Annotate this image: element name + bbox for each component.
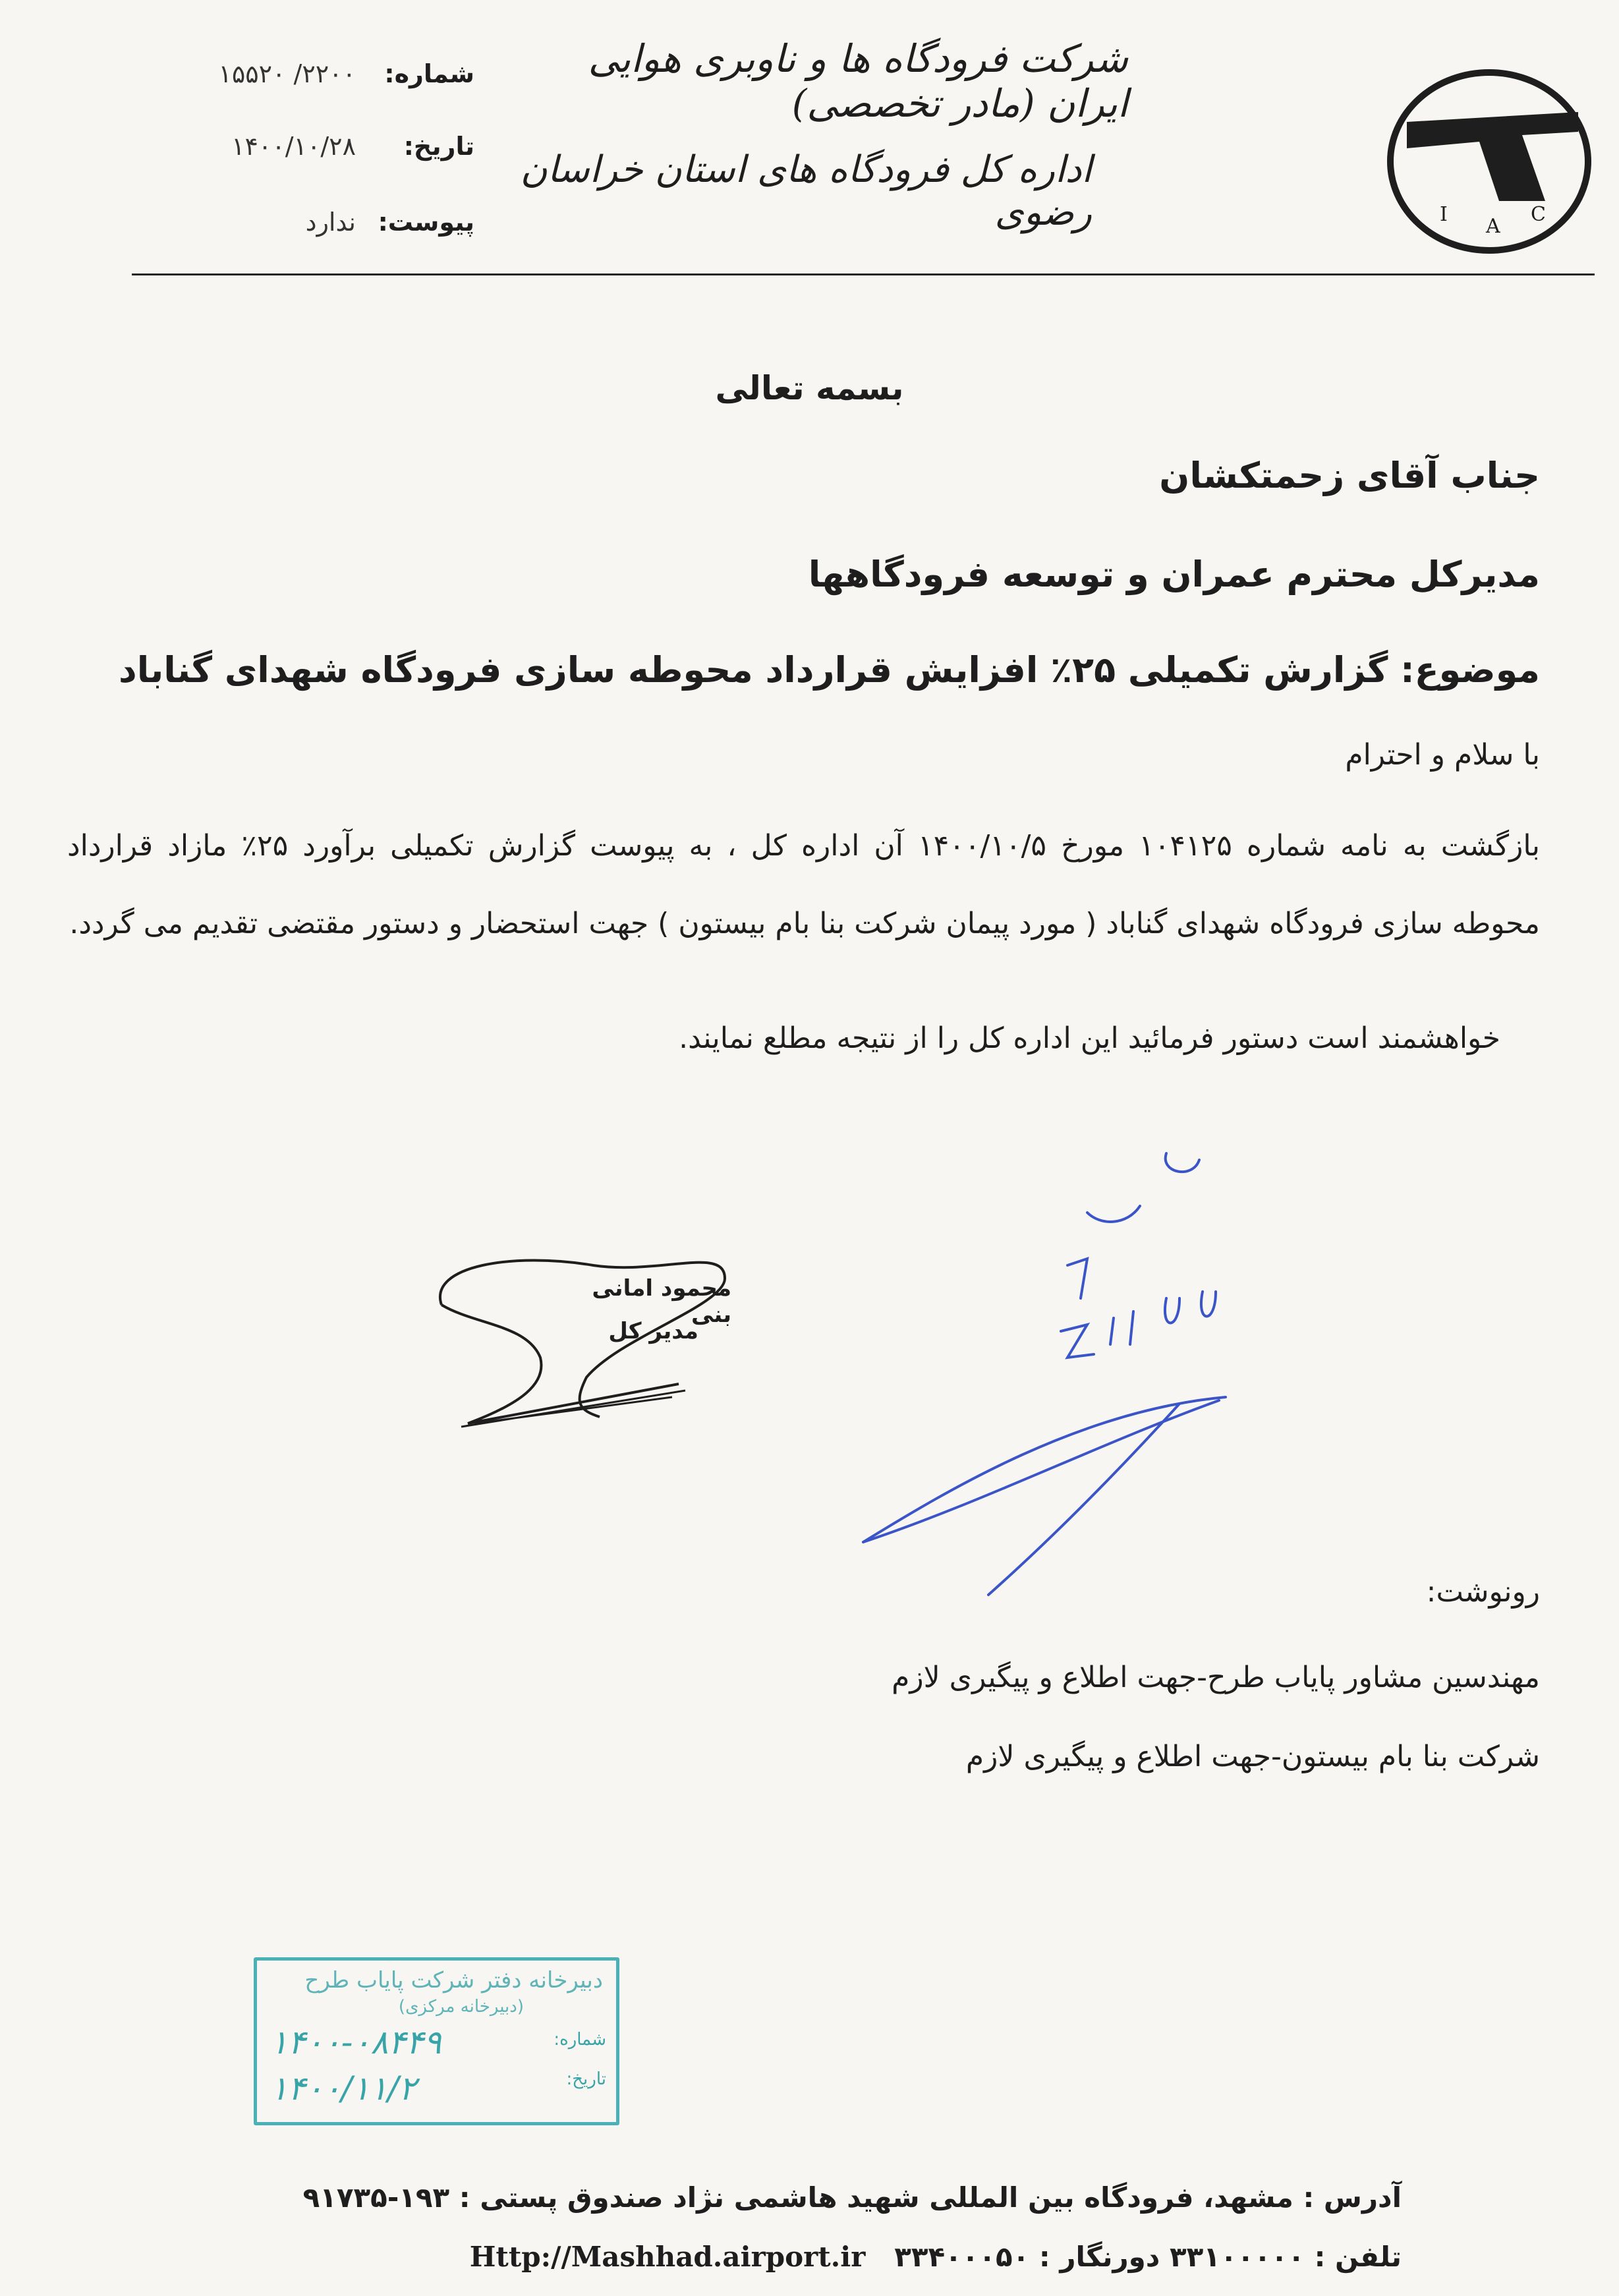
letter-date-row	[132, 132, 474, 178]
signatory-name: محمود امانی بنی	[592, 1275, 731, 1328]
attachment-value: ندارد	[305, 208, 356, 237]
letter-date-value: ۱۴۰۰/۱۰/۲۸	[231, 132, 356, 161]
logo-letter-a: A	[1486, 215, 1500, 238]
iac-logo	[1380, 63, 1598, 260]
header-divider	[132, 273, 1595, 275]
footer-website-link[interactable]: Http://Mashhad.airport.ir	[469, 2241, 866, 2273]
subject: موضوع: گزارش تکمیلی ۲۵٪ افزایش قرارداد محوطه سازی فرودگاه شهدای گناباد	[119, 649, 1540, 691]
stamp-date-value: ۱۴۰۰/۱۱/۲	[270, 2069, 416, 2108]
recipient: جناب آقای زحمتکشان	[1159, 455, 1540, 496]
stamp-number-label: شماره:	[554, 2030, 606, 2050]
footer-contact	[150, 2241, 1402, 2273]
letter-number-row	[132, 59, 474, 105]
copy-recipient-2: شرکت بنا بام بیستون-جهت اطلاع و پیگیری لازم	[965, 1740, 1540, 1773]
body-paragraph: بازگشت به نامه شماره ۱۰۴۱۲۵ مورخ ۱۴۰۰/۱۰/۵ آن اداره کل ، به پیوست گزارش تکمیلی برآورد ۲۵٪ مازاد قرارداد محوطه سازی فرودگاه شهدای گناباد ( مورد پیمان شرکت بنا بام بیستون ) جهت استحضار و دستور مقتضی تقدیم می گردد.	[67, 829, 1541, 940]
letter-number-label: شماره:	[384, 59, 474, 88]
footer-address: آدرس : مشهد، فرودگاه بین المللی شهید هاشمی نژاد صندوق پستی : ۱۹۳-۹۱۷۳۵	[302, 2181, 1402, 2214]
closing-line: خواهشمند است دستور فرمائید این اداره کل را از نتیجه مطلع نمایند.	[679, 1021, 1500, 1055]
stamp-title: دبیرخانه دفتر شرکت پایاب طرح	[304, 1967, 603, 1994]
stamp-number-value: ۱۴۰۰-۰۸۴۴۹	[270, 2023, 441, 2061]
stamp-date-label: تاریخ:	[566, 2069, 606, 2089]
signatory-title: مدیر کل	[608, 1318, 698, 1344]
invocation: بسمه تعالی	[715, 369, 904, 407]
received-stamp	[254, 1957, 619, 2125]
logo-letter-c: C	[1531, 203, 1546, 226]
recipient-title: مدیرکل محترم عمران و توسعه فرودگاهها	[808, 554, 1540, 595]
attachment-label: پیوست:	[378, 208, 474, 237]
copies-label: رونوشت:	[1426, 1575, 1540, 1609]
greeting: با سلام و احترام	[1345, 738, 1540, 772]
logo-letter-i: I	[1440, 203, 1448, 226]
letter-number-value: ۲۲۰۰/ ۱۵۵۲۰	[218, 59, 356, 88]
stamp-subtitle: (دبیرخانه مرکزی)	[398, 1997, 524, 2017]
org-name: شرکت فرودگاه ها و ناوبری هوایی ایران (مادر تخصصی)	[588, 36, 1128, 126]
letter-date-label: تاریخ:	[403, 132, 474, 161]
handwritten-note-icon	[850, 1134, 1259, 1615]
attachment-row	[132, 208, 474, 254]
org-unit: اداره کل فرودگاه های استان خراسان رضوی	[520, 148, 1092, 234]
footer-phone: تلفن : ۳۳۱۰۰۰۰۰ دورنگار : ۳۳۴۰۰۰۵۰	[894, 2241, 1402, 2273]
copy-recipient-1: مهندسین مشاور پایاب طرح-جهت اطلاع و پیگیری لازم	[892, 1661, 1540, 1694]
